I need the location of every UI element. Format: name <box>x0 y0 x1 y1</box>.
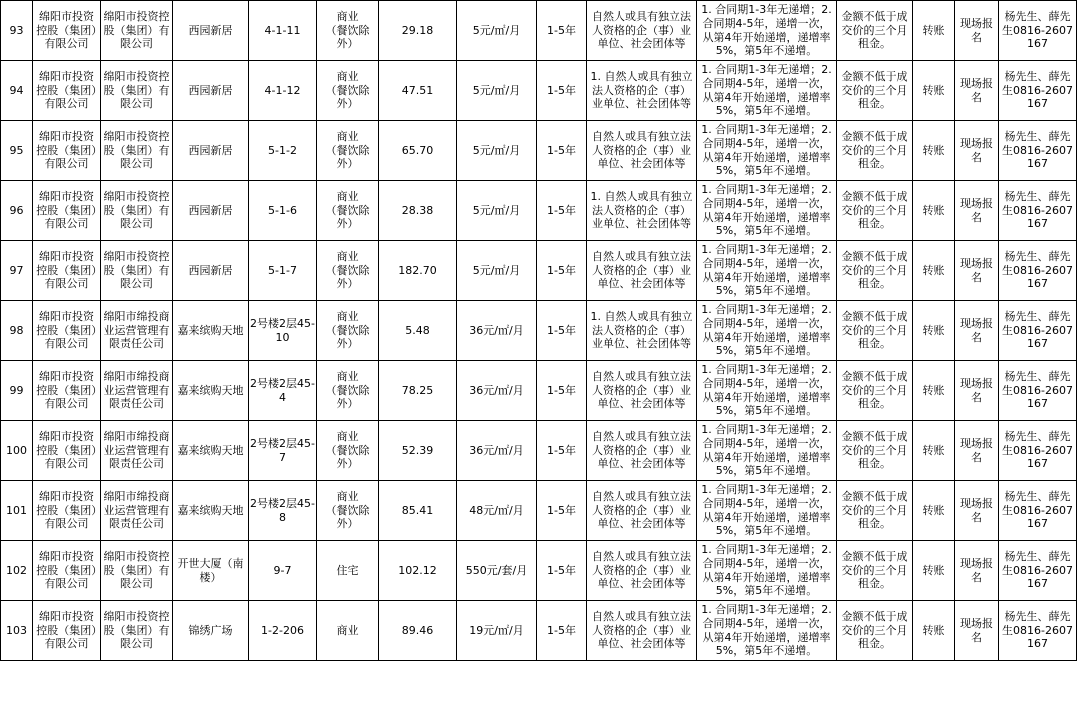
signup-method: 现场报名 <box>955 121 999 181</box>
signup-method: 现场报名 <box>955 1 999 61</box>
project-name: 西园新居 <box>173 61 249 121</box>
area-value: 28.38 <box>379 181 457 241</box>
usage-sub: （餐饮除外） <box>325 263 370 291</box>
usage-main: 商业 <box>336 189 359 203</box>
table-row <box>1 301 1077 361</box>
signup-method: 现场报名 <box>955 421 999 481</box>
tenant-qualification: 自然人或具有独立法人资格的企（事）业单位、社会团体等 <box>587 481 697 541</box>
area-value: 102.12 <box>379 541 457 601</box>
owner-unit: 绵阳市投资控股（集团）有限公司 <box>33 241 101 301</box>
area-value: 29.18 <box>379 1 457 61</box>
unit-number: 2号楼2层45-10 <box>249 301 317 361</box>
starting-price: 5元/㎡/月 <box>457 241 537 301</box>
row-number: 100 <box>1 421 33 481</box>
row-number: 94 <box>1 61 33 121</box>
starting-price: 5元/㎡/月 <box>457 1 537 61</box>
lease-term: 1-5年 <box>537 301 587 361</box>
area-value: 52.39 <box>379 421 457 481</box>
payment-method: 转账 <box>913 541 955 601</box>
tenant-qualification: 1. 自然人或具有独立法人资格的企（事）业单位、社会团体等 <box>587 301 697 361</box>
usage-main: 商业 <box>336 129 359 143</box>
rent-increase-rule: 1. 合同期1-3年无递增；2. 合同期4-5年，递增一次，从第4年开始递增，递增率5%，第5年不递增。 <box>697 1 837 61</box>
area-value: 89.46 <box>379 601 457 661</box>
rent-increase-rule: 1. 合同期1-3年无递增；2. 合同期4-5年，递增一次，从第4年开始递增，递增率5%，第5年不递增。 <box>697 241 837 301</box>
tenant-qualification: 自然人或具有独立法人资格的企（事）业单位、社会团体等 <box>587 1 697 61</box>
signup-method: 现场报名 <box>955 481 999 541</box>
usage-sub: （餐饮除外） <box>325 503 370 531</box>
area-value: 47.51 <box>379 61 457 121</box>
lease-term: 1-5年 <box>537 481 587 541</box>
owner-unit: 绵阳市投资控股（集团）有限公司 <box>33 361 101 421</box>
table-body <box>1 1 1077 661</box>
management-unit: 绵阳市投资控股（集团）有限公司 <box>101 121 173 181</box>
unit-number: 5-1-2 <box>249 121 317 181</box>
rent-increase-rule: 1. 合同期1-3年无递增；2. 合同期4-5年，递增一次，从第4年开始递增，递增率5%，第5年不递增。 <box>697 61 837 121</box>
usage-type <box>317 121 379 181</box>
signup-method: 现场报名 <box>955 61 999 121</box>
usage-main: 住宅 <box>336 563 359 577</box>
starting-price: 48元/㎡/月 <box>457 481 537 541</box>
owner-unit: 绵阳市投资控股（集团）有限公司 <box>33 181 101 241</box>
management-unit: 绵阳市投资控股（集团）有限公司 <box>101 61 173 121</box>
usage-type <box>317 541 379 601</box>
usage-main: 商业 <box>336 429 359 443</box>
project-name: 嘉来缤购天地 <box>173 421 249 481</box>
lease-term: 1-5年 <box>537 361 587 421</box>
contact-person: 杨先生、薛先生0816-2607167 <box>999 181 1077 241</box>
signup-method: 现场报名 <box>955 361 999 421</box>
unit-number: 2号楼2层45-8 <box>249 481 317 541</box>
payment-method: 转账 <box>913 241 955 301</box>
unit-number: 2号楼2层45-4 <box>249 361 317 421</box>
project-name: 锦绣广场 <box>173 601 249 661</box>
usage-main: 商业 <box>336 69 359 83</box>
area-value: 5.48 <box>379 301 457 361</box>
deposit-amount: 金额不低于成交价的三个月租金。 <box>837 481 913 541</box>
deposit-amount: 金额不低于成交价的三个月租金。 <box>837 121 913 181</box>
row-number: 96 <box>1 181 33 241</box>
owner-unit: 绵阳市投资控股（集团）有限公司 <box>33 481 101 541</box>
tenant-qualification: 自然人或具有独立法人资格的企（事）业单位、社会团体等 <box>587 121 697 181</box>
usage-sub: （餐饮除外） <box>325 383 370 411</box>
starting-price: 36元/㎡/月 <box>457 361 537 421</box>
starting-price: 5元/㎡/月 <box>457 181 537 241</box>
tenant-qualification: 自然人或具有独立法人资格的企（事）业单位、社会团体等 <box>587 241 697 301</box>
starting-price: 5元/㎡/月 <box>457 61 537 121</box>
usage-type <box>317 361 379 421</box>
owner-unit: 绵阳市投资控股（集团）有限公司 <box>33 601 101 661</box>
unit-number: 4-1-11 <box>249 1 317 61</box>
contact-person: 杨先生、薛先生0816-2607167 <box>999 541 1077 601</box>
signup-method: 现场报名 <box>955 541 999 601</box>
usage-main: 商业 <box>336 489 359 503</box>
table-row <box>1 61 1077 121</box>
usage-sub: （餐饮除外） <box>325 23 370 51</box>
project-name: 西园新居 <box>173 181 249 241</box>
row-number: 103 <box>1 601 33 661</box>
project-name: 嘉来缤购天地 <box>173 301 249 361</box>
row-number: 102 <box>1 541 33 601</box>
signup-method: 现场报名 <box>955 241 999 301</box>
signup-method: 现场报名 <box>955 301 999 361</box>
payment-method: 转账 <box>913 601 955 661</box>
area-value: 182.70 <box>379 241 457 301</box>
usage-type <box>317 181 379 241</box>
unit-number: 4-1-12 <box>249 61 317 121</box>
project-name: 西园新居 <box>173 241 249 301</box>
owner-unit: 绵阳市投资控股（集团）有限公司 <box>33 121 101 181</box>
owner-unit: 绵阳市投资控股（集团）有限公司 <box>33 1 101 61</box>
usage-main: 商业 <box>336 369 359 383</box>
usage-sub: （餐饮除外） <box>325 323 370 351</box>
usage-sub: （餐饮除外） <box>325 143 370 171</box>
contact-person: 杨先生、薛先生0816-2607167 <box>999 601 1077 661</box>
usage-type <box>317 1 379 61</box>
row-number: 95 <box>1 121 33 181</box>
unit-number: 5-1-6 <box>249 181 317 241</box>
management-unit: 绵阳市绵投商业运营管理有限责任公司 <box>101 481 173 541</box>
starting-price: 550元/套/月 <box>457 541 537 601</box>
deposit-amount: 金额不低于成交价的三个月租金。 <box>837 301 913 361</box>
lease-term: 1-5年 <box>537 241 587 301</box>
lease-term: 1-5年 <box>537 121 587 181</box>
usage-main: 商业 <box>336 249 359 263</box>
usage-type <box>317 301 379 361</box>
management-unit: 绵阳市绵投商业运营管理有限责任公司 <box>101 361 173 421</box>
contact-person: 杨先生、薛先生0816-2607167 <box>999 301 1077 361</box>
row-number: 98 <box>1 301 33 361</box>
starting-price: 36元/㎡/月 <box>457 421 537 481</box>
deposit-amount: 金额不低于成交价的三个月租金。 <box>837 601 913 661</box>
unit-number: 2号楼2层45-7 <box>249 421 317 481</box>
usage-main: 商业 <box>336 9 359 23</box>
table-row <box>1 421 1077 481</box>
tenant-qualification: 自然人或具有独立法人资格的企（事）业单位、社会团体等 <box>587 421 697 481</box>
usage-type <box>317 61 379 121</box>
payment-method: 转账 <box>913 121 955 181</box>
deposit-amount: 金额不低于成交价的三个月租金。 <box>837 181 913 241</box>
lease-term: 1-5年 <box>537 541 587 601</box>
usage-sub: （餐饮除外） <box>325 83 370 111</box>
owner-unit: 绵阳市投资控股（集团）有限公司 <box>33 541 101 601</box>
contact-person: 杨先生、薛先生0816-2607167 <box>999 421 1077 481</box>
rent-increase-rule: 1. 合同期1-3年无递增；2. 合同期4-5年，递增一次，从第4年开始递增，递增率5%，第5年不递增。 <box>697 481 837 541</box>
usage-type <box>317 241 379 301</box>
table-row <box>1 361 1077 421</box>
signup-method: 现场报名 <box>955 601 999 661</box>
tenant-qualification: 1. 自然人或具有独立法人资格的企（事）业单位、社会团体等 <box>587 61 697 121</box>
rent-increase-rule: 1. 合同期1-3年无递增；2. 合同期4-5年，递增一次，从第4年开始递增，递增率5%，第5年不递增。 <box>697 361 837 421</box>
tenant-qualification: 自然人或具有独立法人资格的企（事）业单位、社会团体等 <box>587 361 697 421</box>
table-row <box>1 601 1077 661</box>
lease-term: 1-5年 <box>537 1 587 61</box>
usage-type <box>317 481 379 541</box>
row-number: 99 <box>1 361 33 421</box>
project-name: 西园新居 <box>173 1 249 61</box>
management-unit: 绵阳市投资控股（集团）有限公司 <box>101 1 173 61</box>
area-value: 65.70 <box>379 121 457 181</box>
lease-term: 1-5年 <box>537 61 587 121</box>
table-row <box>1 1 1077 61</box>
deposit-amount: 金额不低于成交价的三个月租金。 <box>837 61 913 121</box>
contact-person: 杨先生、薛先生0816-2607167 <box>999 361 1077 421</box>
usage-main: 商业 <box>336 623 359 637</box>
deposit-amount: 金额不低于成交价的三个月租金。 <box>837 541 913 601</box>
unit-number: 1-2-206 <box>249 601 317 661</box>
contact-person: 杨先生、薛先生0816-2607167 <box>999 121 1077 181</box>
rent-increase-rule: 1. 合同期1-3年无递增；2. 合同期4-5年，递增一次，从第4年开始递增，递增率5%，第5年不递增。 <box>697 121 837 181</box>
tenant-qualification: 自然人或具有独立法人资格的企（事）业单位、社会团体等 <box>587 601 697 661</box>
payment-method: 转账 <box>913 361 955 421</box>
starting-price: 5元/㎡/月 <box>457 121 537 181</box>
rent-increase-rule: 1. 合同期1-3年无递增；2. 合同期4-5年，递增一次，从第4年开始递增，递增率5%，第5年不递增。 <box>697 301 837 361</box>
rent-increase-rule: 1. 合同期1-3年无递增；2. 合同期4-5年，递增一次，从第4年开始递增，递增率5%，第5年不递增。 <box>697 181 837 241</box>
management-unit: 绵阳市投资控股（集团）有限公司 <box>101 181 173 241</box>
rent-increase-rule: 1. 合同期1-3年无递增；2. 合同期4-5年，递增一次，从第4年开始递增，递增率5%，第5年不递增。 <box>697 421 837 481</box>
table-row <box>1 181 1077 241</box>
tenant-qualification: 1. 自然人或具有独立法人资格的企（事）业单位、社会团体等 <box>587 181 697 241</box>
owner-unit: 绵阳市投资控股（集团）有限公司 <box>33 61 101 121</box>
payment-method: 转账 <box>913 181 955 241</box>
usage-sub: （餐饮除外） <box>325 203 370 231</box>
payment-method: 转账 <box>913 61 955 121</box>
owner-unit: 绵阳市投资控股（集团）有限公司 <box>33 301 101 361</box>
table-row <box>1 121 1077 181</box>
area-value: 85.41 <box>379 481 457 541</box>
usage-type <box>317 421 379 481</box>
contact-person: 杨先生、薛先生0816-2607167 <box>999 61 1077 121</box>
table-row <box>1 241 1077 301</box>
management-unit: 绵阳市绵投商业运营管理有限责任公司 <box>101 421 173 481</box>
starting-price: 19元/㎡/月 <box>457 601 537 661</box>
deposit-amount: 金额不低于成交价的三个月租金。 <box>837 421 913 481</box>
management-unit: 绵阳市绵投商业运营管理有限责任公司 <box>101 301 173 361</box>
deposit-amount: 金额不低于成交价的三个月租金。 <box>837 241 913 301</box>
payment-method: 转账 <box>913 301 955 361</box>
owner-unit: 绵阳市投资控股（集团）有限公司 <box>33 421 101 481</box>
starting-price: 36元/㎡/月 <box>457 301 537 361</box>
deposit-amount: 金额不低于成交价的三个月租金。 <box>837 361 913 421</box>
table-row <box>1 541 1077 601</box>
rent-increase-rule: 1. 合同期1-3年无递增；2. 合同期4-5年，递增一次，从第4年开始递增，递增率5%，第5年不递增。 <box>697 541 837 601</box>
payment-method: 转账 <box>913 481 955 541</box>
row-number: 97 <box>1 241 33 301</box>
row-number: 93 <box>1 1 33 61</box>
row-number: 101 <box>1 481 33 541</box>
lease-term: 1-5年 <box>537 601 587 661</box>
unit-number: 5-1-7 <box>249 241 317 301</box>
project-name: 西园新居 <box>173 121 249 181</box>
contact-person: 杨先生、薛先生0816-2607167 <box>999 481 1077 541</box>
usage-sub: （餐饮除外） <box>325 443 370 471</box>
management-unit: 绵阳市投资控股（集团）有限公司 <box>101 241 173 301</box>
rent-increase-rule: 1. 合同期1-3年无递增；2. 合同期4-5年，递增一次，从第4年开始递增，递增率5%，第5年不递增。 <box>697 601 837 661</box>
project-name: 开世大厦（南楼） <box>173 541 249 601</box>
contact-person: 杨先生、薛先生0816-2607167 <box>999 1 1077 61</box>
lease-term: 1-5年 <box>537 181 587 241</box>
contact-person: 杨先生、薛先生0816-2607167 <box>999 241 1077 301</box>
payment-method: 转账 <box>913 421 955 481</box>
usage-type <box>317 601 379 661</box>
project-name: 嘉来缤购天地 <box>173 481 249 541</box>
table-row <box>1 481 1077 541</box>
signup-method: 现场报名 <box>955 181 999 241</box>
payment-method: 转账 <box>913 1 955 61</box>
unit-number: 9-7 <box>249 541 317 601</box>
usage-main: 商业 <box>336 309 359 323</box>
lease-term: 1-5年 <box>537 421 587 481</box>
tenant-qualification: 自然人或具有独立法人资格的企（事）业单位、社会团体等 <box>587 541 697 601</box>
area-value: 78.25 <box>379 361 457 421</box>
management-unit: 绵阳市投资控股（集团）有限公司 <box>101 541 173 601</box>
project-name: 嘉来缤购天地 <box>173 361 249 421</box>
management-unit: 绵阳市投资控股（集团）有限公司 <box>101 601 173 661</box>
deposit-amount: 金额不低于成交价的三个月租金。 <box>837 1 913 61</box>
